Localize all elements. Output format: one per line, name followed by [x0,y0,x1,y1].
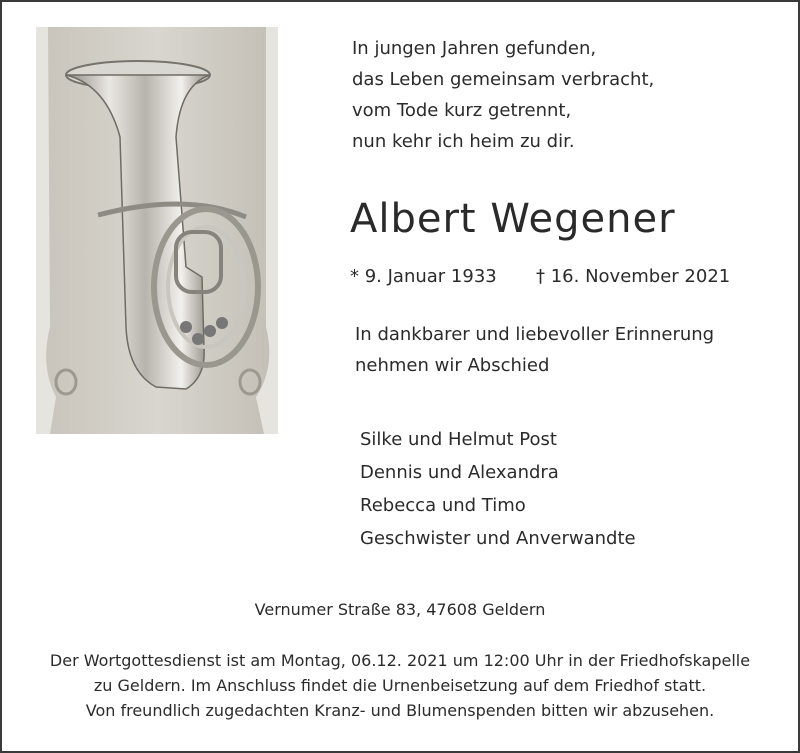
tuba-illustration [36,27,278,434]
remembrance-line: nehmen wir Abschied [355,355,550,376]
remembrance-text [355,319,714,381]
poem-line: das Leben gemeinsam verbracht, [352,69,655,90]
poem [352,33,654,157]
tuba-photo [36,27,278,434]
birth-date: * 9. Januar 1933 [350,266,497,287]
remembrance-line: In dankbarer und liebevoller Erinnerung [355,324,715,345]
mourners-list [360,423,636,555]
poem-line: In jungen Jahren gefunden, [352,38,597,59]
service-line: Der Wortgottesdienst ist am Montag, 06.12. 2021 um 12:00 Uhr in der Friedhofskapelle [49,651,751,670]
poem-line: vom Tode kurz getrennt, [352,100,572,121]
service-line: Von freundlich zugedachten Kranz- und Blumenspenden bitten wir abzusehen. [85,701,715,720]
address: Vernumer Straße 83, 47608 Geldern [254,600,546,619]
mourner: Rebecca und Timo [360,495,526,516]
service-details [0,648,800,723]
mourner: Dennis und Alexandra [360,462,559,483]
service-line: zu Geldern. Im Anschluss findet die Urnenbeisetzung auf dem Friedhof statt. [93,676,707,695]
mourner: Geschwister und Anverwandte [360,528,636,549]
poem-line: nun kehr ich heim zu dir. [352,131,575,152]
death-date: † 16. November 2021 [536,266,731,287]
mourner: Silke und Helmut Post [360,429,557,450]
deceased-name: Albert Wegener [350,196,676,242]
